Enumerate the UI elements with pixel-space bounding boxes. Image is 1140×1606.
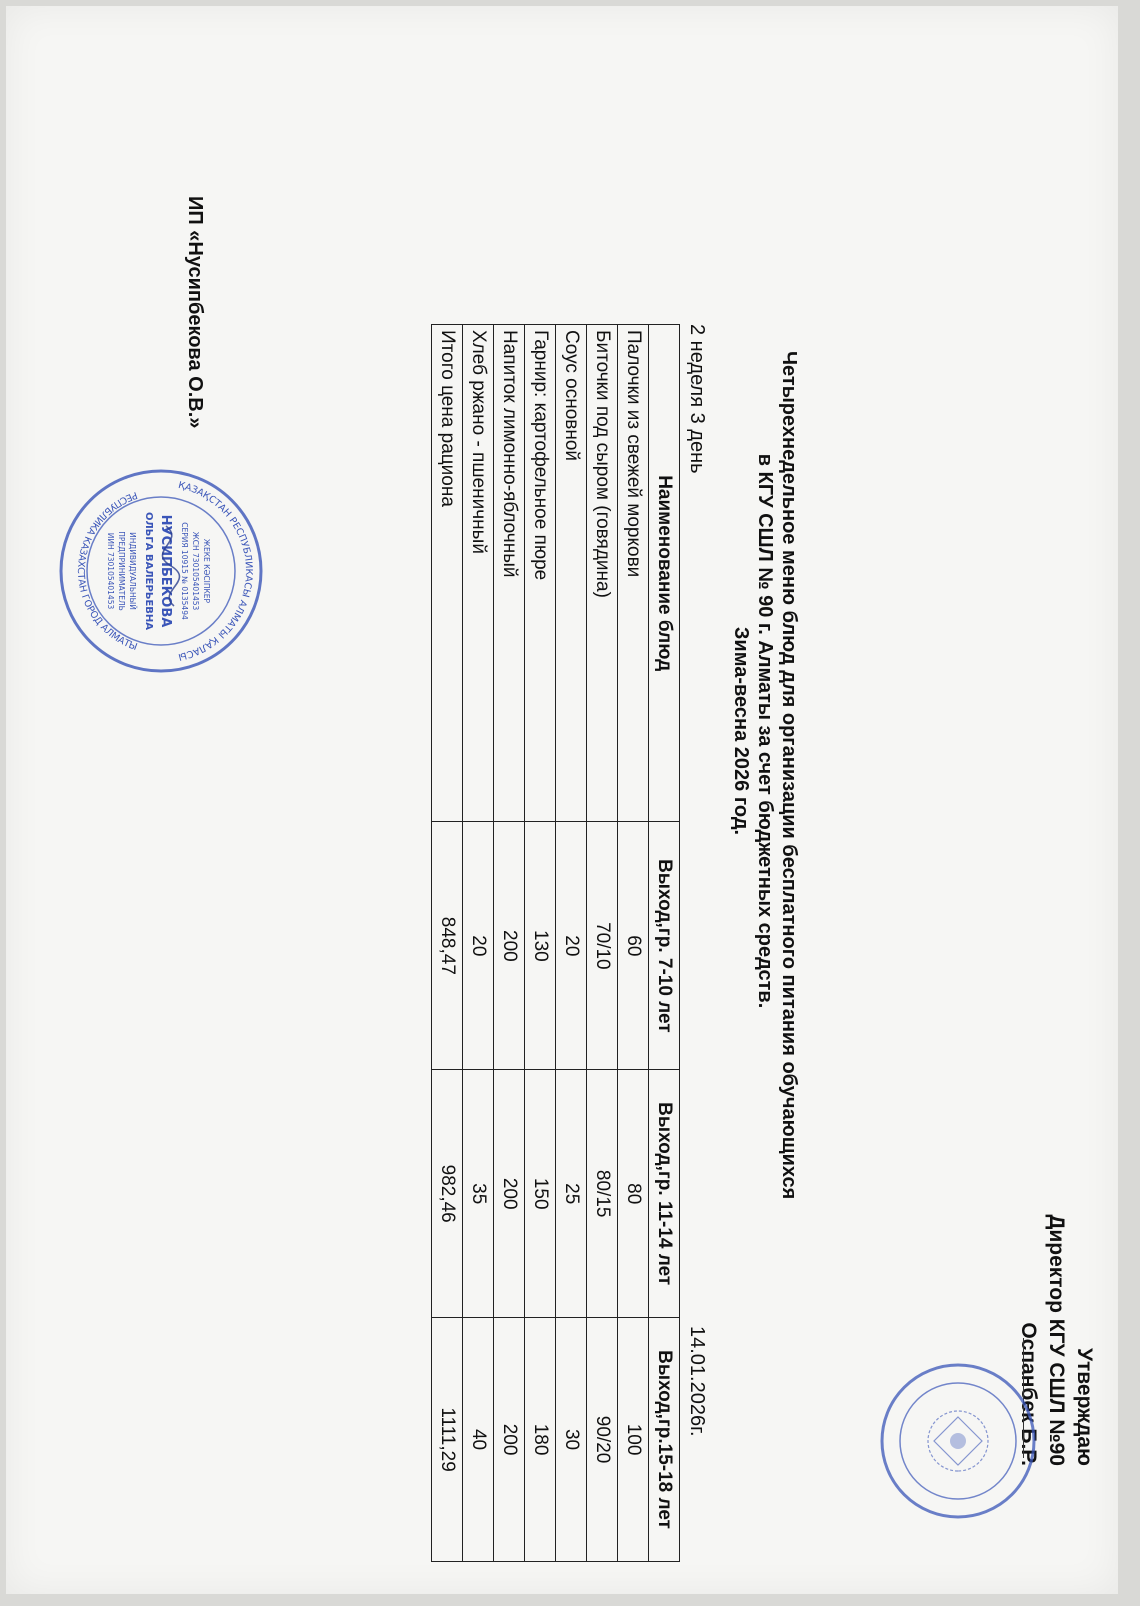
dish-name: Хлеб ржано - пшеничный	[463, 325, 494, 822]
table-row	[494, 325, 525, 1562]
stamp-ring-top: ҚАЗАҚСТАН РЕСПУБЛИКАСЫ АЛМАТЫ ҚАЛАСЫ	[177, 479, 255, 663]
paper-sheet	[6, 6, 1118, 1594]
header-age-11-14: Выход,гр. 11-14 лет	[649, 1070, 680, 1318]
rotated-page	[6, 6, 1140, 1606]
header-age-7-10: Выход,гр. 7-10 лет	[649, 822, 680, 1070]
period-label: 2 неделя 3 день	[686, 324, 708, 474]
approval-position: Директор КГУ СШЛ №90	[1045, 1214, 1068, 1466]
portion-15-18: 90/20	[587, 1318, 618, 1562]
title-line-1: Четырехнедельное меню блюд для организации бесплатного питания обучающихся	[778, 351, 800, 1200]
stamp-line-7: ПРЕДПРИНИМАТЕЛЬ	[117, 531, 126, 611]
approval-label: Утверждаю	[1073, 1347, 1096, 1466]
table-header-row	[649, 325, 680, 1562]
stamp-line-3: СЕРИЯ 10915 № 0135494	[180, 522, 189, 620]
dish-name: Соус основной	[556, 325, 587, 822]
table-row	[525, 325, 556, 1562]
table-row	[556, 325, 587, 1562]
portion-11-14: 200	[494, 1070, 525, 1318]
portion-11-14: 25	[556, 1070, 587, 1318]
document-title	[729, 351, 801, 1200]
portion-15-18: 30	[556, 1318, 587, 1562]
table-row	[463, 325, 494, 1562]
stamp-line-5: ОЛЬГА ВАЛЕРЬЕВНА	[143, 511, 154, 631]
portion-11-14: 35	[463, 1070, 494, 1318]
portion-15-18: 200	[494, 1318, 525, 1562]
approval-name: Оспанбек Б.Р.	[1017, 1322, 1040, 1466]
portion-7-10: 130	[525, 822, 556, 1070]
dish-name: Биточки под сыром (говядина)	[587, 325, 618, 822]
portion-15-18: 180	[525, 1318, 556, 1562]
portion-11-14: 80	[618, 1070, 649, 1318]
table-row	[587, 325, 618, 1562]
portion-15-18: 40	[463, 1318, 494, 1562]
total-row	[432, 325, 463, 1562]
total-label: Итого цена рациона	[432, 325, 463, 822]
total-15-18: 1111,29	[432, 1318, 463, 1562]
total-11-14: 982,46	[432, 1070, 463, 1318]
portion-7-10: 70/10	[587, 822, 618, 1070]
total-7-10: 848,47	[432, 822, 463, 1070]
portion-11-14: 150	[525, 1070, 556, 1318]
dish-name: Гарнир: картофельное пюре	[525, 325, 556, 822]
table-row	[618, 325, 649, 1562]
school-stamp	[878, 1361, 1038, 1521]
header-age-15-18: Выход,гр.15-18 лет	[649, 1318, 680, 1562]
portion-7-10: 20	[463, 822, 494, 1070]
stamp-line-4: НУСИПБЕКОВА	[158, 514, 173, 628]
signer-name: ИП «Нусипбекова О.В.»	[184, 196, 206, 429]
title-line-2: в КГУ СШЛ № 90 г. Алматы за счет бюджетных средств.	[754, 453, 776, 1009]
portion-7-10: 200	[494, 822, 525, 1070]
portion-7-10: 60	[618, 822, 649, 1070]
portion-7-10: 20	[556, 822, 587, 1070]
title-line-3: Зима-весна 2026 год.	[730, 626, 752, 836]
stamp-line-6: ИНДИВИДУАЛЬНЫЙ	[128, 532, 137, 610]
header-dish: Наименование блюд	[649, 325, 680, 822]
dish-name: Палочки из свежей моркови	[618, 325, 649, 822]
stamp-line-1: ЖЕКЕ КӘСІПКЕР	[202, 538, 211, 604]
entrepreneur-stamp	[56, 466, 266, 676]
stamp-line-2: ЖСН 730105401453	[191, 531, 200, 611]
stamp-ring-bottom: РЕСПУБЛИКА КАЗАХСТАН ГОРОД АЛМАТЫ	[74, 488, 139, 654]
stamp-line-8: ИИН 730105401453	[106, 532, 115, 610]
portion-15-18: 100	[618, 1318, 649, 1562]
dish-name: Напиток лимонно-яблочный	[494, 325, 525, 822]
menu-table	[431, 324, 680, 1562]
date-label: 14.01.2026г.	[686, 1326, 708, 1437]
portion-11-14: 80/15	[587, 1070, 618, 1318]
